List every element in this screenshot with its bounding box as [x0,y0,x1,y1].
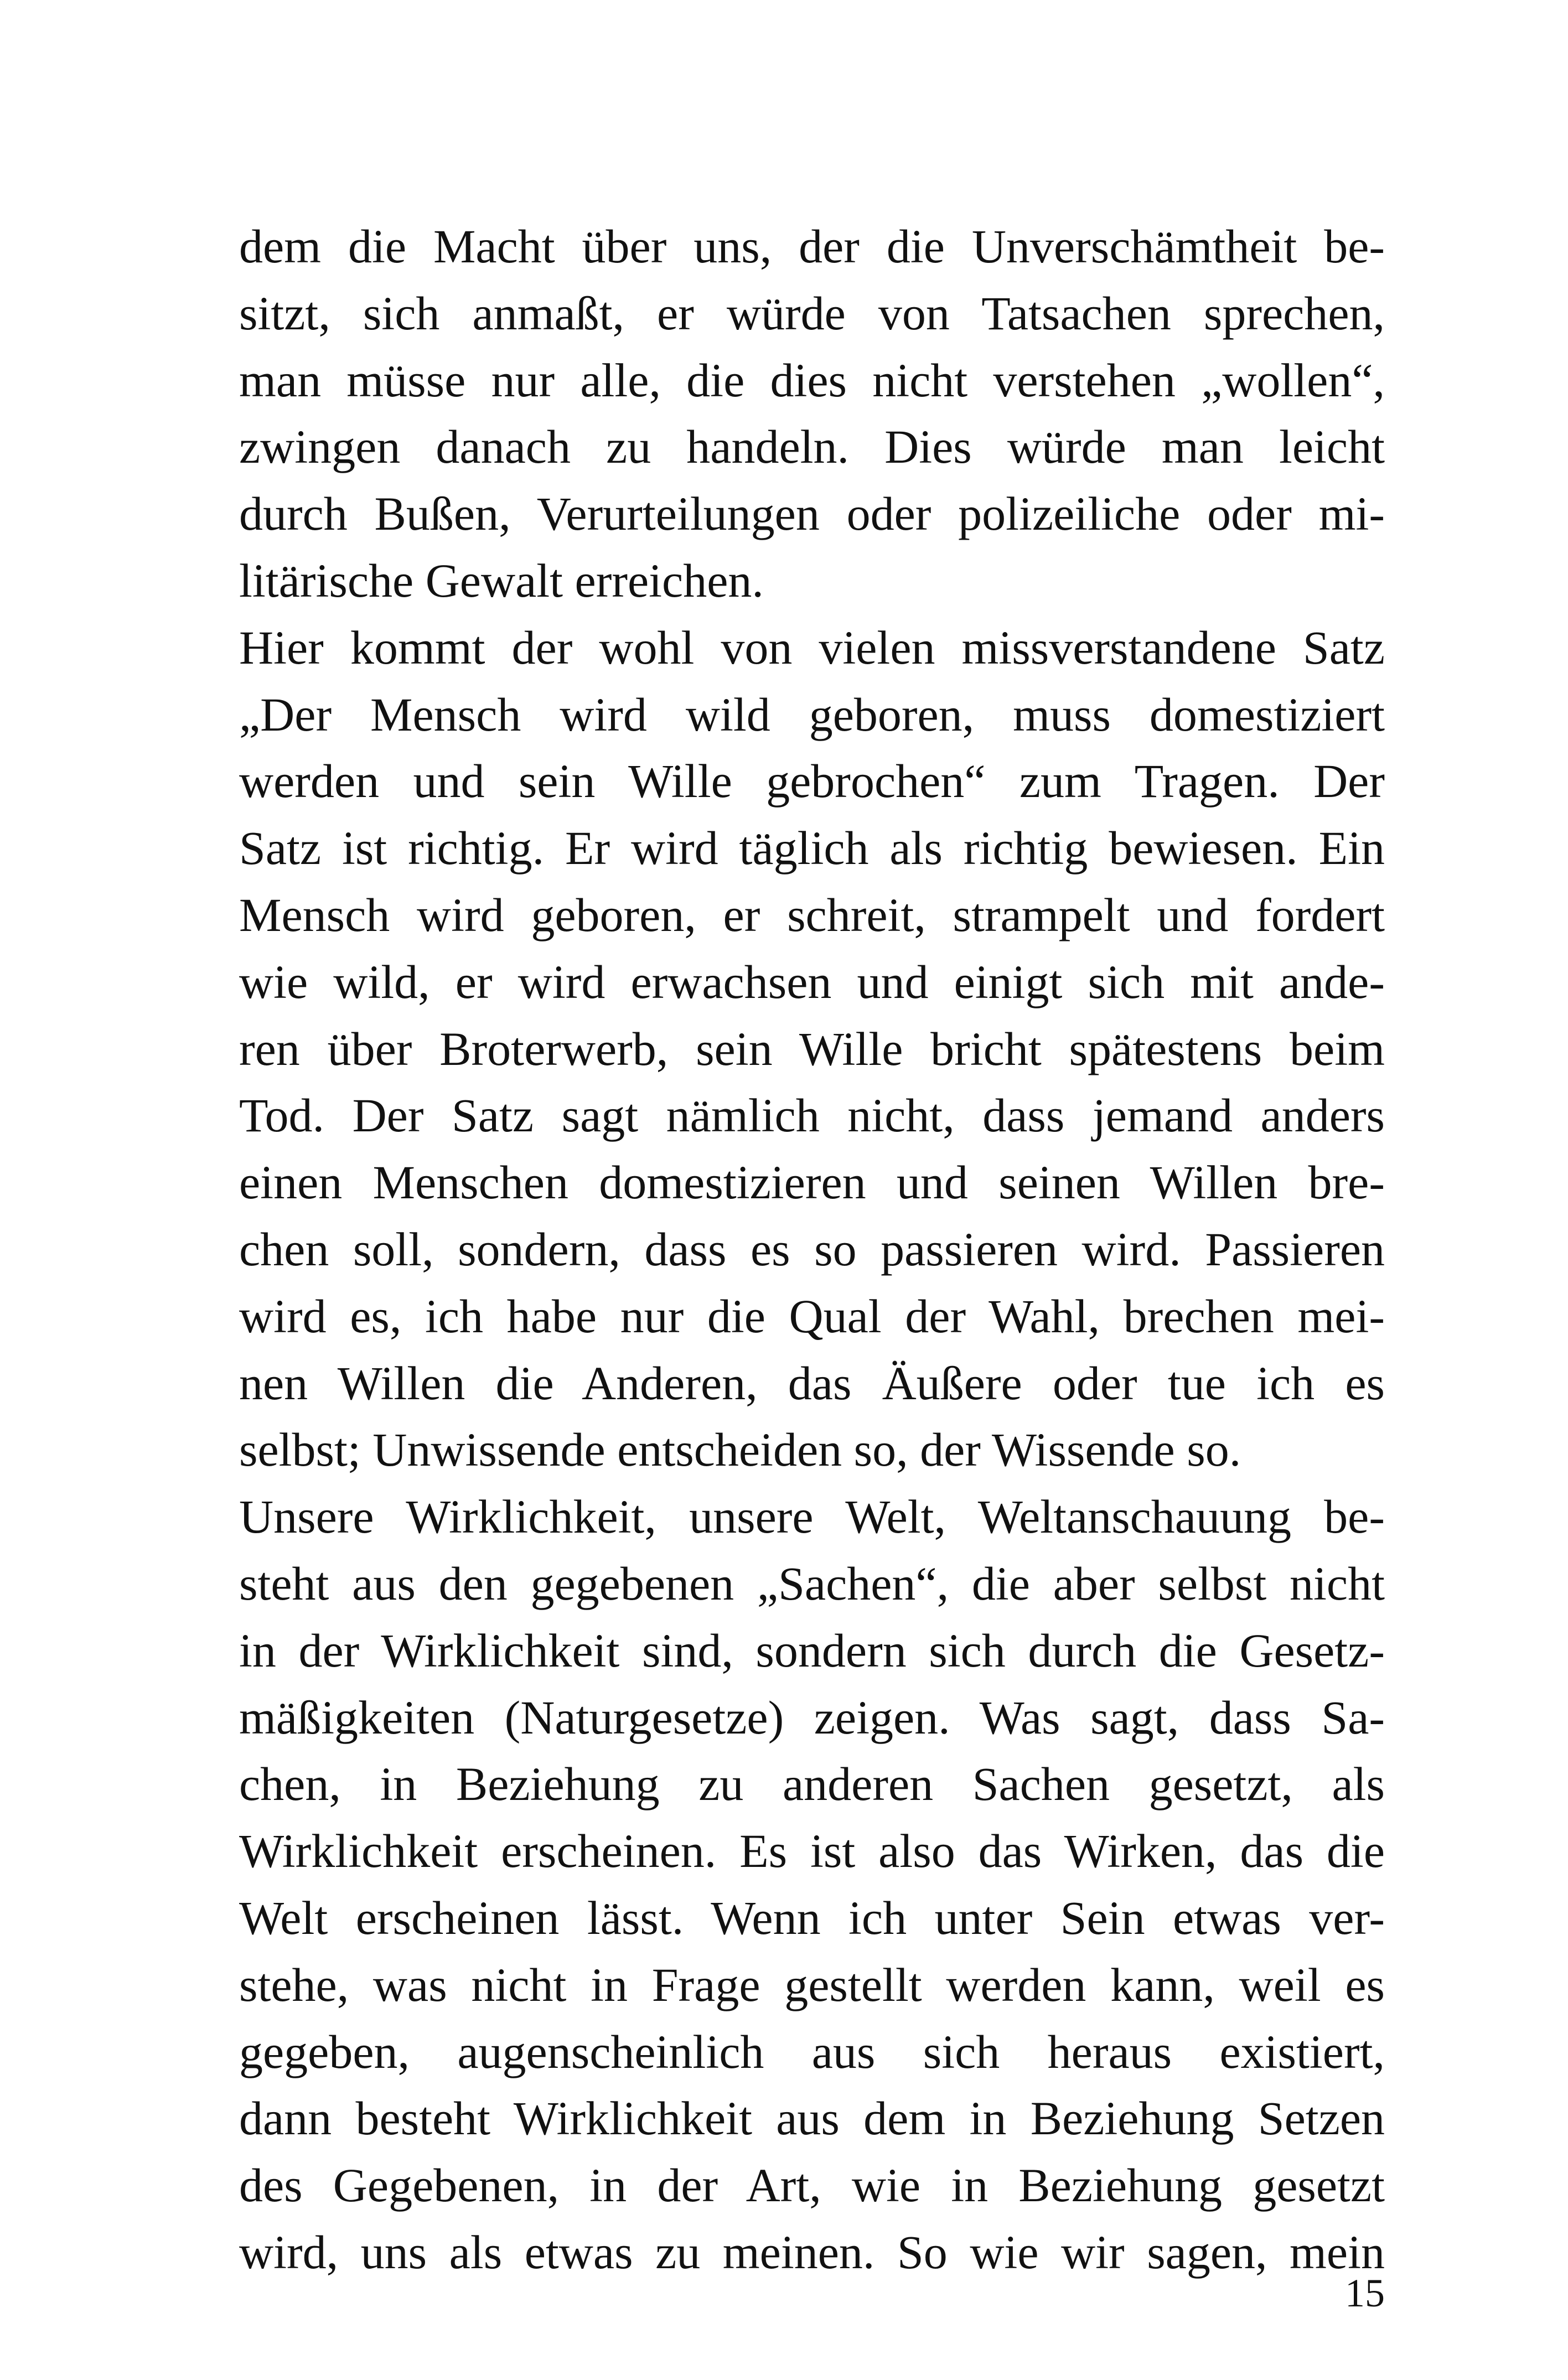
text-line: Unsere Wirklichkeit, unsere Welt, Weltanschauung be- [239,1490,1385,1544]
text-line: des Gegebenen, in der Art, wie in Beziehung gesetzt [239,2159,1385,2212]
text-line: chen, in Beziehung zu anderen Sachen gesetzt, als [239,1757,1385,1811]
text-line: werden und sein Wille gebrochen“ zum Tragen. Der [239,754,1385,808]
body-text [239,213,1385,2286]
text-line: dem die Macht über uns, der die Unverschämtheit be- [239,220,1385,273]
text-line: einen Menschen domestizieren und seinen Willen bre- [239,1156,1385,1209]
text-line: in der Wirklichkeit sind, sondern sich durch die Gesetz- [239,1623,1385,1677]
text-line: steht aus den gegebenen „Sachen“, die aber selbst nicht [239,1556,1385,1610]
text-line: chen soll, sondern, dass es so passieren wird. Passieren [239,1222,1385,1276]
text-line: durch Bußen, Verurteilungen oder polizeiliche oder mi- [239,487,1385,541]
text-line: „Der Mensch wird wild geboren, muss domestiziert [239,687,1385,741]
text-line: Mensch wird geboren, er schreit, strampelt und fordert [239,888,1385,941]
text-line: nen Willen die Anderen, das Äußere oder tue ich es [239,1356,1385,1410]
text-line: zwingen danach zu handeln. Dies würde man leicht [239,420,1385,474]
text-line: man müsse nur alle, die dies nicht verstehen „wollen“, [239,353,1385,407]
page-number: 15 [1345,2271,1385,2315]
text-line: mäßigkeiten (Naturgesetze) zeigen. Was sagt, dass Sa- [239,1690,1385,1744]
text-line: Hier kommt der wohl von vielen missverstandene Satz [239,620,1385,674]
text-line: Wirklichkeit erscheinen. Es ist also das Wirken, das die [239,1824,1385,1878]
text-line: wie wild, er wird erwachsen und einigt sich mit ande- [239,955,1385,1008]
text-line: wird, uns als etwas zu meinen. So wie wir sagen, mein [239,2225,1385,2279]
text-line: ren über Broterwerb, sein Wille bricht spätestens beim [239,1022,1385,1075]
text-line: stehe, was nicht in Frage gestellt werden kann, weil es [239,1958,1385,2011]
text-line: Tod. Der Satz sagt nämlich nicht, dass jemand anders [239,1089,1385,1142]
text-line: dann besteht Wirklichkeit aus dem in Beziehung Setzen [239,2092,1385,2145]
text-line: wird es, ich habe nur die Qual der Wahl, brechen mei- [239,1289,1385,1343]
text-line: Welt erscheinen lässt. Wenn ich unter Sein etwas ver- [239,1891,1385,1944]
text-line: selbst; Unwissende entscheiden so, der Wissende so. [239,1423,1241,1477]
text-line: gegeben, augenscheinlich aus sich heraus existiert, [239,2025,1385,2078]
text-line: sitzt, sich anmaßt, er würde von Tatsachen sprechen, [239,286,1385,340]
text-line: Satz ist richtig. Er wird täglich als richtig bewiesen. Ein [239,821,1385,875]
text-line: litärische Gewalt erreichen. [239,553,764,607]
